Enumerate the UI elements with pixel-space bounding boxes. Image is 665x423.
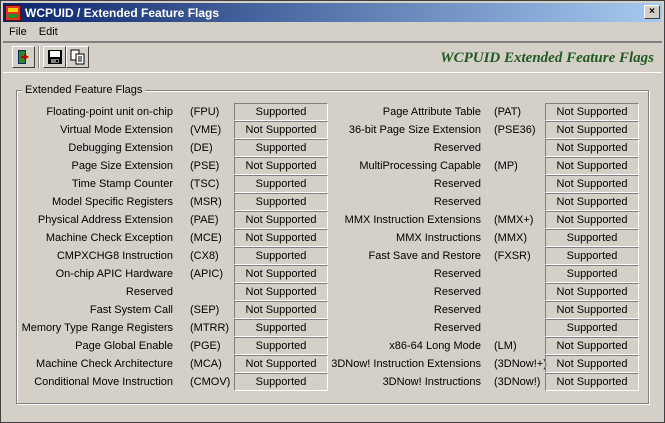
feature-abbreviation: (MCE) bbox=[190, 232, 222, 244]
feature-abbreviation: (3DNow!+) bbox=[494, 358, 547, 370]
feature-status-field: Not Supported bbox=[545, 301, 639, 319]
feature-status-field: Not Supported bbox=[545, 283, 639, 301]
feature-status-field: Not Supported bbox=[545, 373, 639, 391]
save-button[interactable] bbox=[43, 46, 66, 68]
feature-name: Memory Type Range Registers bbox=[21, 322, 173, 334]
feature-status-field: Not Supported bbox=[545, 193, 639, 211]
feature-status-field: Not Supported bbox=[234, 211, 328, 229]
feature-name: MMX Instruction Extensions bbox=[344, 214, 481, 226]
feature-name: Reserved bbox=[433, 322, 481, 334]
window-title: WCPUID / Extended Feature Flags bbox=[25, 5, 220, 20]
feature-abbreviation: (PSE) bbox=[190, 160, 220, 172]
feature-abbreviation: (MCA) bbox=[190, 358, 222, 370]
feature-status-field: Not Supported bbox=[234, 355, 328, 373]
feature-abbreviation: (VME) bbox=[190, 124, 222, 136]
feature-name: Reserved bbox=[433, 178, 481, 190]
feature-status-field: Not Supported bbox=[545, 211, 639, 229]
floppy-disk-icon bbox=[47, 49, 63, 65]
feature-name: 3DNow! Instructions bbox=[382, 376, 481, 388]
feature-status-field: Supported bbox=[545, 319, 639, 337]
feature-name: Reserved bbox=[433, 142, 481, 154]
app-icon[interactable] bbox=[5, 5, 21, 21]
title-bar[interactable] bbox=[3, 3, 662, 22]
feature-status-field: Supported bbox=[234, 175, 328, 193]
feature-abbreviation: (3DNow!) bbox=[494, 376, 541, 388]
feature-status-field: Not Supported bbox=[234, 283, 328, 301]
feature-name: Fast System Call bbox=[89, 304, 173, 316]
feature-abbreviation: (PSE36) bbox=[494, 124, 536, 136]
toolbar bbox=[3, 41, 662, 73]
close-button[interactable]: × bbox=[644, 5, 660, 19]
feature-status-field: Not Supported bbox=[545, 355, 639, 373]
feature-name: 3DNow! Instruction Extensions bbox=[331, 358, 481, 370]
feature-name: MultiProcessing Capable bbox=[359, 160, 481, 172]
exit-door-icon bbox=[16, 49, 32, 65]
feature-abbreviation: (FXSR) bbox=[494, 250, 531, 262]
feature-abbreviation: (PAE) bbox=[190, 214, 219, 226]
feature-abbreviation: (MMX+) bbox=[494, 214, 534, 226]
feature-abbreviation: (CX8) bbox=[190, 250, 219, 262]
feature-abbreviation: (MMX) bbox=[494, 232, 527, 244]
feature-name: Reserved bbox=[433, 286, 481, 298]
feature-name: Page Global Enable bbox=[75, 340, 173, 352]
feature-name: Floating-point unit on-chip bbox=[46, 106, 173, 118]
feature-status-field: Supported bbox=[234, 337, 328, 355]
feature-name: Reserved bbox=[125, 286, 173, 298]
feature-abbreviation: (MTRR) bbox=[190, 322, 230, 334]
feature-name: Conditional Move Instruction bbox=[34, 376, 173, 388]
feature-status-field: Not Supported bbox=[234, 229, 328, 247]
feature-name: Debugging Extension bbox=[68, 142, 173, 154]
feature-status-field: Not Supported bbox=[545, 337, 639, 355]
feature-abbreviation: (PAT) bbox=[494, 106, 522, 118]
feature-status-field: Not Supported bbox=[234, 121, 328, 139]
feature-status-field: Not Supported bbox=[545, 157, 639, 175]
feature-status-field: Supported bbox=[234, 103, 328, 121]
feature-abbreviation: (CMOV) bbox=[190, 376, 231, 388]
feature-name: Physical Address Extension bbox=[37, 214, 173, 226]
feature-abbreviation: (APIC) bbox=[190, 268, 223, 280]
feature-abbreviation: (PGE) bbox=[190, 340, 221, 352]
feature-status-field: Supported bbox=[545, 229, 639, 247]
menu-bar bbox=[3, 23, 662, 41]
feature-name: Virtual Mode Extension bbox=[60, 124, 173, 136]
feature-status-field: Supported bbox=[234, 373, 328, 391]
feature-abbreviation: (MP) bbox=[494, 160, 518, 172]
feature-name: Machine Check Exception bbox=[45, 232, 173, 244]
feature-abbreviation: (SEP) bbox=[190, 304, 220, 316]
feature-status-field: Not Supported bbox=[234, 265, 328, 283]
feature-status-field: Supported bbox=[545, 247, 639, 265]
feature-status-field: Not Supported bbox=[545, 139, 639, 157]
feature-name: Reserved bbox=[433, 268, 481, 280]
feature-status-field: Not Supported bbox=[234, 157, 328, 175]
copy-button[interactable] bbox=[66, 46, 89, 68]
feature-name: Page Size Extension bbox=[71, 160, 173, 172]
feature-status-field: Not Supported bbox=[545, 121, 639, 139]
feature-abbreviation: (MSR) bbox=[190, 196, 222, 208]
toolbar-separator bbox=[38, 46, 40, 68]
feature-abbreviation: (TSC) bbox=[190, 178, 220, 190]
feature-status-field: Supported bbox=[234, 319, 328, 337]
feature-status-field: Supported bbox=[545, 265, 639, 283]
feature-abbreviation: (FPU) bbox=[190, 106, 220, 118]
feature-name: Page Attribute Table bbox=[382, 106, 481, 118]
groupbox-label: Extended Feature Flags bbox=[22, 84, 145, 96]
feature-name: Time Stamp Counter bbox=[71, 178, 173, 190]
menu-edit[interactable]: Edit bbox=[38, 26, 58, 38]
feature-status-field: Not Supported bbox=[234, 301, 328, 319]
feature-status-field: Not Supported bbox=[545, 175, 639, 193]
feature-status-field: Supported bbox=[234, 247, 328, 265]
copy-icon bbox=[70, 49, 86, 65]
brand-title: WCPUID Extended Feature Flags bbox=[440, 50, 654, 66]
exit-button[interactable] bbox=[12, 46, 35, 68]
feature-name: Machine Check Architecture bbox=[36, 358, 173, 370]
feature-name: x86-64 Long Mode bbox=[389, 340, 481, 352]
feature-name: CMPXCHG8 Instruction bbox=[56, 250, 173, 262]
feature-name: 36-bit Page Size Extension bbox=[348, 124, 481, 136]
menu-file[interactable]: File bbox=[9, 26, 27, 38]
feature-name: On-chip APIC Hardware bbox=[55, 268, 173, 280]
feature-name: Fast Save and Restore bbox=[368, 250, 481, 262]
feature-name: Reserved bbox=[433, 304, 481, 316]
feature-status-field: Supported bbox=[234, 139, 328, 157]
feature-status-field: Not Supported bbox=[545, 103, 639, 121]
feature-name: Reserved bbox=[433, 196, 481, 208]
feature-name: Model Specific Registers bbox=[51, 196, 173, 208]
feature-abbreviation: (LM) bbox=[494, 340, 517, 352]
feature-name: MMX Instructions bbox=[396, 232, 481, 244]
feature-status-field: Supported bbox=[234, 193, 328, 211]
feature-abbreviation: (DE) bbox=[190, 142, 213, 154]
